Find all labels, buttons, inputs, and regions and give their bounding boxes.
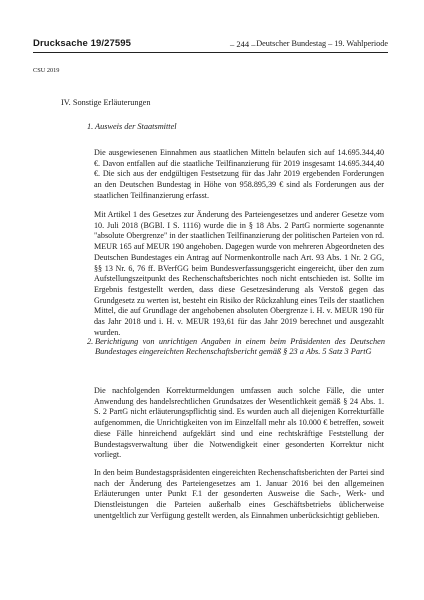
document-number-value: 27595 (104, 38, 132, 49)
party-label: CSU 2019 (33, 67, 60, 74)
subsection-1-title: Ausweis der Staatsmittel (95, 122, 177, 131)
paragraph-berichtigung-2: In den beim Bundestagspräsidenten eingereichten Rechenschaftsberichten der Partei sind nach der Änderung des Parteiengesetzes am 1. Januar 2016 bei den allgemeinen Erläuterungen unter Punkt F.1 der gesonderten Ausweise die Sach-, Werk- und Dienstleistungen die Parteien außerhalb eines Geschäftsbetriebs üblicherweise unentgeltlich zur Verfügung gestellt werden, als Einnahmen unberücksichtigt geblieben. (94, 468, 384, 520)
document-number-label: Drucksache 19/ (33, 38, 105, 49)
paragraph-berichtigung-1: Die nachfolgenden Korrekturmeldungen umfassen auch solche Fälle, die unter Anwendung des handelsrechtlichen Grundsatzes der Wesentlichkeit gemäß § 24 Abs. 1. S. 2 PartG nicht erläuterungspflichtig sind. Es wurden auch all diejenigen Korrekturfälle aufgenommen, die Unrichtigkeiten von im Einzelfall mehr als 10.000 € betreffen, soweit diese Fälle hinreichend aufgeklärt sind und eine rechtskräftige Feststellung der Bundestagsverwaltung über die Notwendigkeit einer gesonderten Korrektur nicht vorliegt. (94, 386, 384, 460)
page-number: – 244 – (230, 39, 256, 49)
paragraph-staatsmittel-1: Die ausgewiesenen Einnahmen aus staatlichen Mitteln belaufen sich auf 14.695.344,40 €. Davon entfallen auf die staatliche Teilfinanzierung für 2019 insgesamt 14.695.344,40 €. Die sich aus der endgültigen Festsetzung für das Jahr 2019 ergebenden Forderungen an den Deutschen Bundestag in Höhe von 958.895,39 € sind als Forderungen aus der staatlichen Teilfinanzierung erfasst. (94, 148, 384, 200)
page-header (33, 38, 388, 53)
legislative-period: Deutscher Bundestag – 19. Wahlperiode (256, 39, 388, 48)
document-number (33, 38, 131, 49)
subsection-2-number: 2. (87, 337, 94, 346)
paragraph-staatsmittel-2: Mit Artikel 1 des Gesetzes zur Änderung des Parteiengesetzes und anderer Gesetze vom 10. Juli 2018 (BGBl. I S. 1116) wurde die in § 18 Abs. 2 PartG normierte sogenannte "absolute Obergrenze" in der staatlichen Teilfinanzierung der politischen Parteien von rd. MEUR 165 auf MEUR 190 angehoben. Dagegen wurde von mehreren Abgeordneten des Deutschen Bundestages ein Antrag auf Normenkontrolle nach Art. 93 Abs. 1 Nr. 2 GG, §§ 13 Nr. 6, 76 ff. BVerfGG beim Bundesverfassungsgericht eingereicht, über den zum Aufstellungszeitpunkt des Rechenschaftsberichtes noch nicht entschieden ist. Sollte im Ergebnis festgestellt werden, dass diese Gesetzesänderung als Verstoß gegen das Grundgesetz zu werten ist, besteht ein Risiko der Rückzahlung eines Teils der staatlichen Mittel, die auf Grundlage der angehobenen absoluten Obergrenze i. H. v. MEUR 190 für das Jahr 2018 und i. H. v. MEUR 193,61 für das Jahr 2019 berechnet und ausgezahlt wurden. (94, 210, 384, 337)
subsection-2-title: Berichtigung von unrichtigen Angaben in einem beim Präsidenten des Deutschen Bundestages eingereichten Rechenschaftsbericht gemäß § 23 a Abs. 5 Satz 3 PartG (95, 337, 385, 357)
subsection-1-number: 1. (87, 122, 94, 131)
section-title: IV. Sonstige Erläuterungen (61, 98, 151, 107)
